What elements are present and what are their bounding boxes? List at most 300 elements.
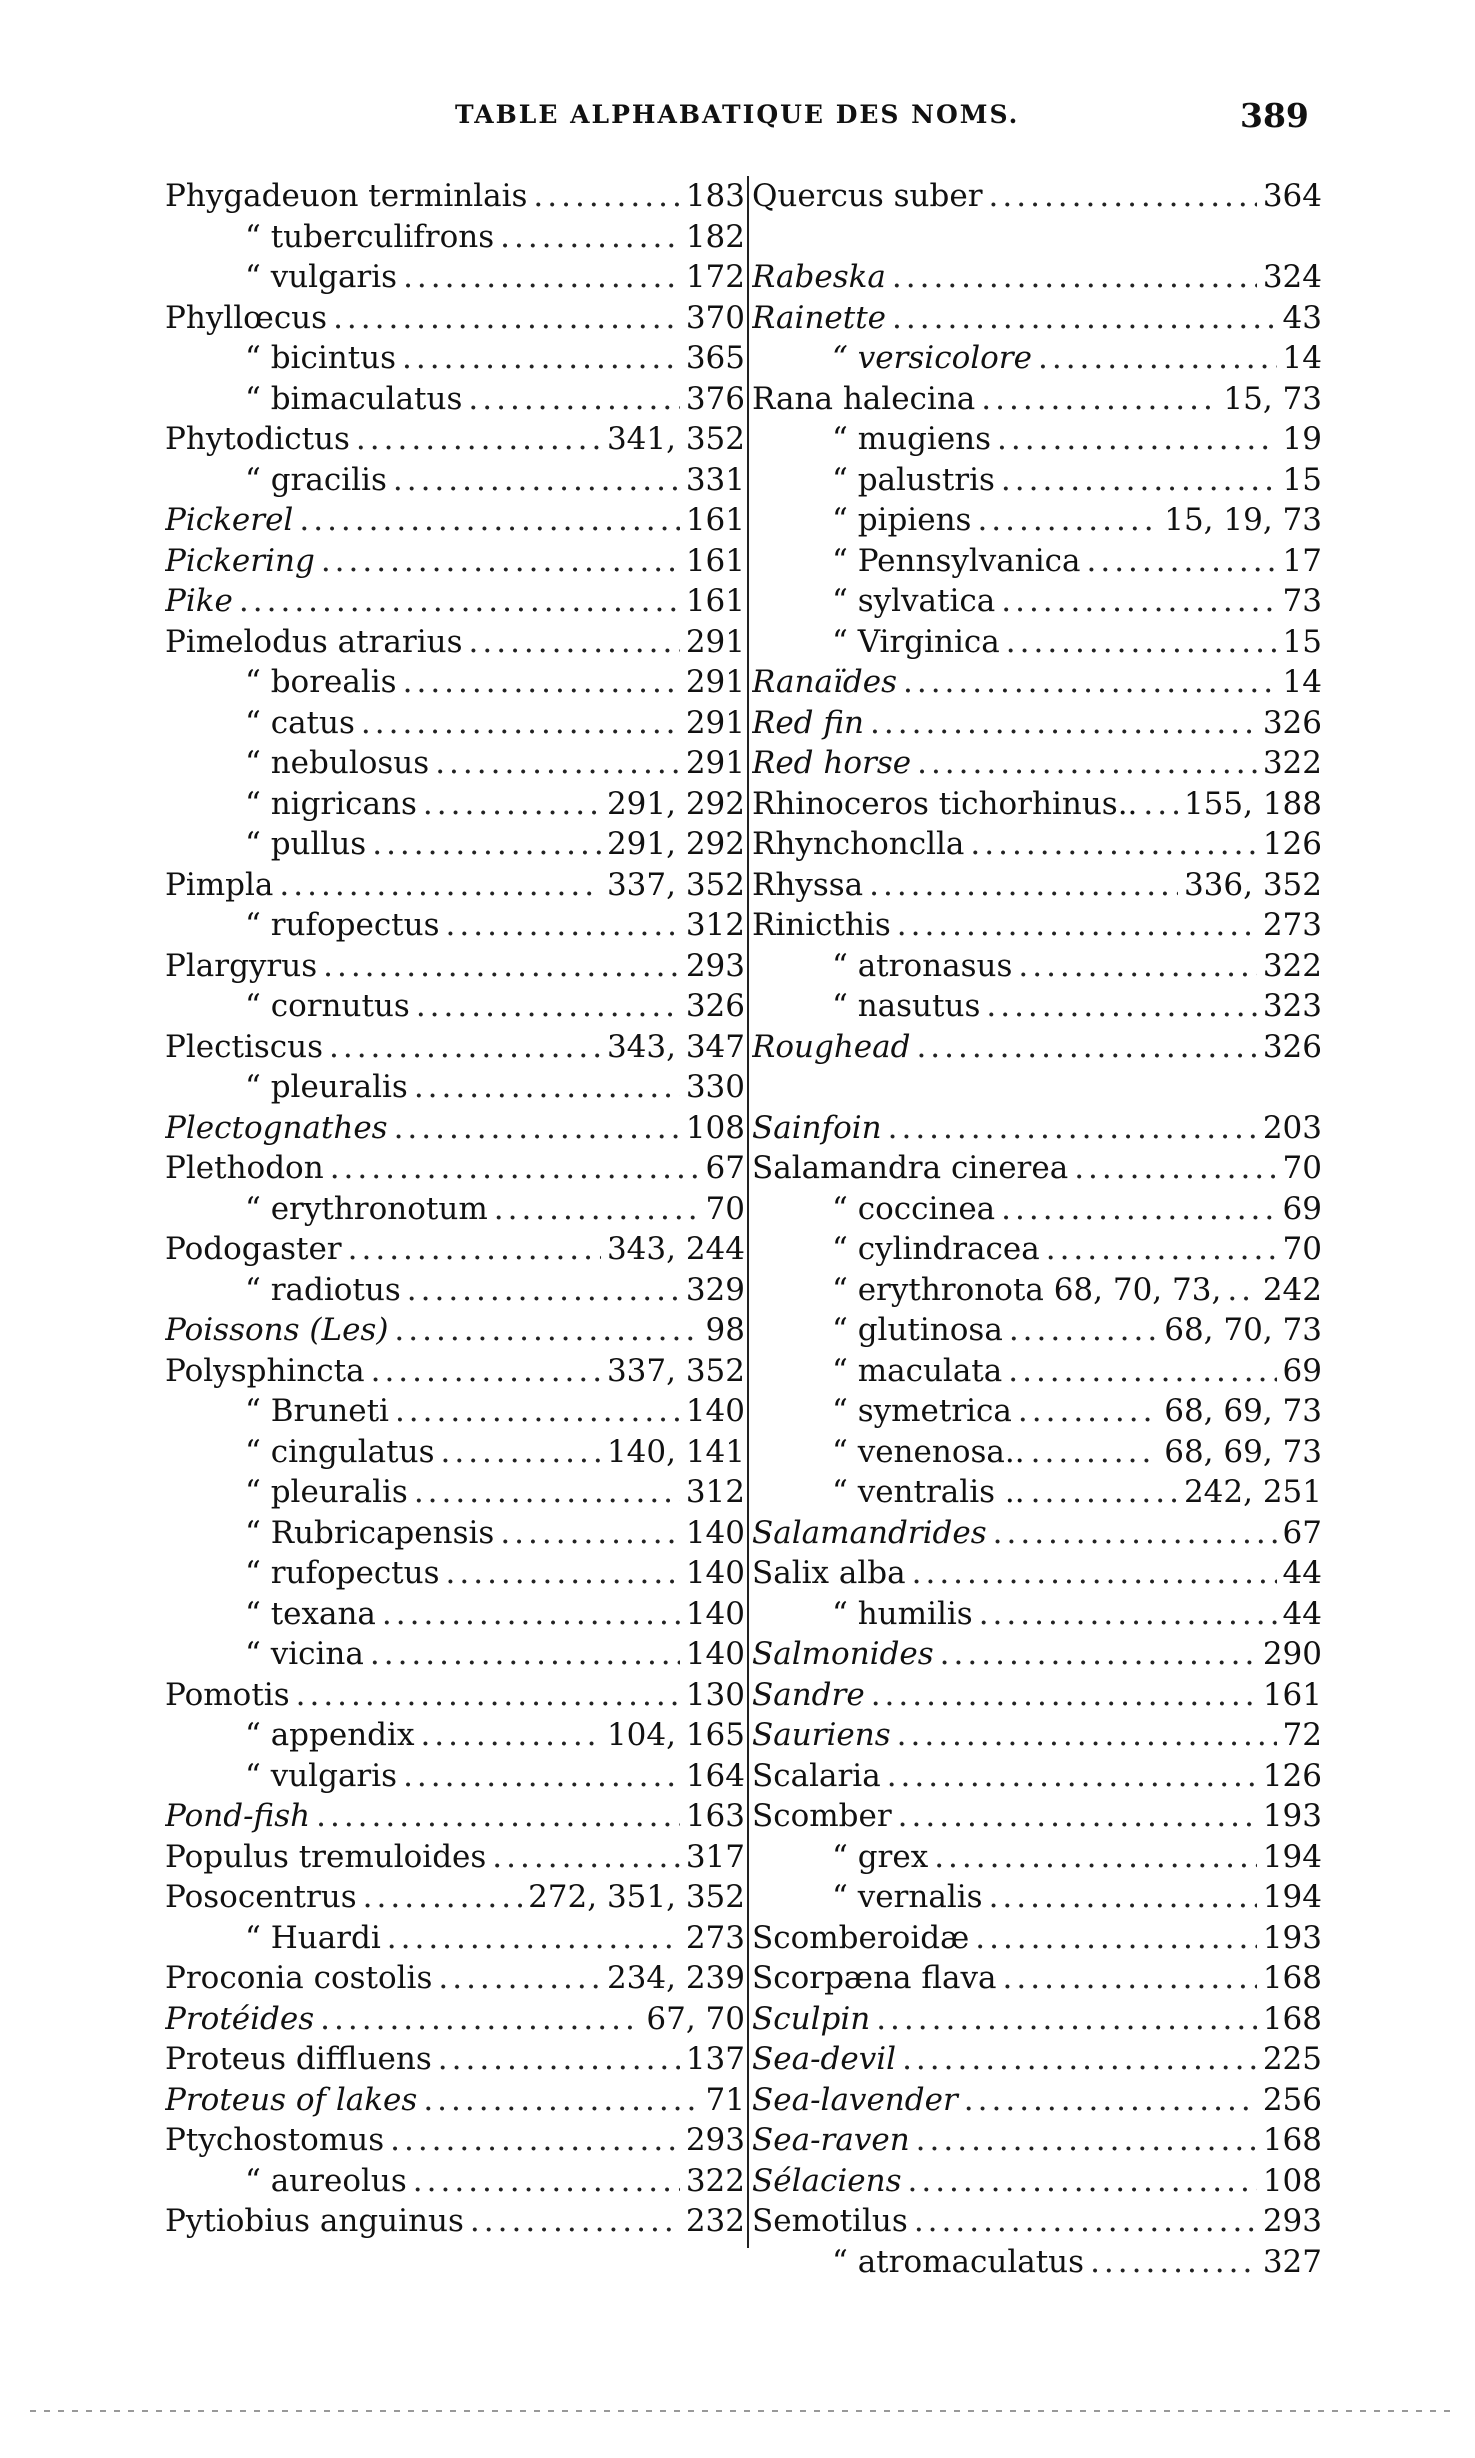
index-entry-pages: 272, 351, 352 [528, 1879, 745, 1915]
index-entry-name: “ borealis [245, 664, 397, 700]
leader-dots [494, 1189, 700, 1230]
index-entry-name: “ Rubricapensis [245, 1514, 495, 1551]
index-entry-name: “ pullus [245, 826, 367, 862]
index-entry [752, 824, 1322, 865]
index-entry [752, 1918, 1322, 1959]
index-entry [752, 905, 1322, 946]
index-entry-name: Rana halecina [752, 380, 976, 417]
index-entry [165, 1270, 745, 1311]
index-entry-name: Poissons (Les) [165, 1312, 389, 1348]
index-entry [752, 1594, 1322, 1635]
leader-dots [897, 1715, 1277, 1756]
leader-dots [914, 2201, 1257, 2242]
index-entry-name: “ radiotus [245, 1271, 401, 1308]
leader-dots [468, 379, 679, 420]
index-entry-pages: 322 [685, 2162, 745, 2199]
index-entry [165, 2120, 745, 2161]
index-entry [752, 1958, 1322, 1999]
leader-dots [1143, 784, 1178, 825]
index-entry-pages: 137 [685, 2041, 745, 2077]
index-entry-pages: 161 [685, 502, 745, 538]
index-column-left [165, 176, 745, 2242]
index-entry [165, 257, 745, 298]
index-entry [752, 1108, 1322, 1149]
index-entry [752, 1472, 1322, 1513]
leader-dots [394, 1108, 680, 1149]
index-entry-name: Scomberoidæ [752, 1919, 970, 1956]
index-entry [752, 2080, 1322, 2121]
index-entry-name: “ humilis [832, 1595, 973, 1632]
index-entry-pages: 140 [685, 1595, 745, 1632]
index-entry-pages: 312 [685, 1474, 745, 1510]
index-entry-pages: 242 [1262, 1271, 1322, 1308]
index-entry-pages: 70 [1282, 1150, 1322, 1186]
index-entry [165, 1675, 745, 1716]
index-entry-name: “ catus [245, 704, 355, 741]
leader-dots [356, 419, 601, 460]
index-entry-pages: 163 [685, 1798, 745, 1834]
index-entry-pages: 168 [1262, 2122, 1322, 2158]
leader-dots [977, 500, 1158, 541]
index-entry-name: Polysphincta [165, 1352, 365, 1389]
index-entry [165, 2039, 745, 2080]
index-entry [752, 1634, 1322, 1675]
index-entry-pages: 140 [685, 1393, 745, 1429]
index-entry-name: “ gracilis [245, 461, 387, 498]
index-entry-pages: 72 [1282, 1717, 1322, 1753]
leader-dots [934, 1837, 1257, 1878]
leader-dots [469, 622, 680, 663]
index-entry-name: “ Huardi [245, 1919, 381, 1956]
index-entry-name: Rhyssa [752, 866, 864, 903]
leader-dots [407, 1270, 680, 1311]
index-entry [752, 946, 1322, 987]
index-entry [752, 298, 1322, 339]
index-entry [165, 176, 745, 217]
index-entry [165, 1432, 745, 1473]
index-entry-pages: 193 [1262, 1798, 1322, 1834]
index-entry [165, 1310, 745, 1351]
leader-dots [299, 500, 679, 541]
index-entry-pages: 71 [705, 2081, 745, 2118]
leader-dots [993, 1513, 1277, 1554]
leader-dots [239, 581, 680, 622]
index-entry [165, 1027, 745, 1068]
index-entry-name: Populus tremuloides [165, 1838, 487, 1875]
leader-dots [440, 1432, 600, 1473]
index-entry-pages: 140 [685, 1555, 745, 1591]
index-entry-name: “ nebulosus [245, 745, 430, 781]
index-entry-pages: 291 [685, 704, 745, 741]
index-entry [165, 1067, 745, 1108]
leader-dots [371, 1351, 601, 1392]
index-entry-pages: 326 [1262, 704, 1322, 741]
index-entry-name: Quercus suber [752, 178, 983, 214]
index-entry [165, 379, 745, 420]
index-entry [752, 1553, 1322, 1594]
leader-dots [869, 865, 1178, 906]
index-entry [165, 500, 745, 541]
leader-dots [316, 1796, 680, 1837]
index-entry-pages: 232 [685, 2203, 745, 2239]
index-entry-pages: 70 [1282, 1231, 1322, 1267]
index-entry-pages: 68, 70, 73 [1164, 1312, 1322, 1348]
index-column-right [752, 176, 1322, 2282]
index-entry-name: “ bicintus [245, 340, 397, 376]
leader-dots [470, 2201, 680, 2242]
leader-dots [1006, 622, 1277, 663]
index-entry [165, 1229, 745, 1270]
leader-dots [395, 1391, 680, 1432]
leader-dots [394, 1310, 699, 1351]
index-entry-pages: 155, 188 [1183, 785, 1322, 822]
index-entry-name: “ vicina [245, 1636, 364, 1672]
index-entry-name: Phygadeuon terminlais [165, 178, 528, 214]
index-entry-name: “ tuberculifrons [245, 218, 495, 255]
index-entry [752, 1756, 1322, 1797]
index-entry-pages: 182 [685, 218, 745, 255]
index-entry [752, 257, 1322, 298]
index-entry [752, 2201, 1322, 2242]
index-entry [752, 703, 1322, 744]
index-entry-pages: 140 [685, 1514, 745, 1551]
index-entry-pages: 193 [1262, 1919, 1322, 1956]
leader-dots [1018, 946, 1256, 987]
index-entry [752, 1715, 1322, 1756]
index-entry-name: Sainfoin [752, 1109, 882, 1146]
index-entry-pages: 104, 165 [606, 1717, 745, 1753]
index-entry-name: “ appendix [245, 1717, 415, 1753]
index-entry-name: “ texana [245, 1595, 376, 1632]
leader-dots [989, 176, 1257, 217]
index-entry [752, 379, 1322, 420]
index-entry [165, 946, 745, 987]
leader-dots [370, 1634, 680, 1675]
leader-dots [1074, 1148, 1276, 1189]
index-entry-name: Salamandrides [752, 1514, 987, 1551]
index-entry-name: Pimelodus atrarius [165, 623, 463, 660]
index-entry-pages: 343, 244 [606, 1231, 745, 1267]
index-entry [165, 703, 745, 744]
leader-dots [414, 1067, 680, 1108]
index-entry-pages: 323 [1262, 988, 1322, 1024]
index-entry-name: Protéides [165, 2000, 315, 2037]
leader-dots [887, 1756, 1257, 1797]
page-number: 389 [1240, 96, 1309, 135]
index-entry-name: Plectognathes [165, 1109, 388, 1146]
leader-dots [1090, 2242, 1257, 2283]
leader-dots [446, 1553, 680, 1594]
index-entry-pages: 234, 239 [606, 1960, 745, 1996]
leader-dots [333, 298, 680, 339]
index-entry-pages: 15 [1282, 623, 1322, 660]
index-entry [752, 1877, 1322, 1918]
index-entry-name: “ coccinea [832, 1190, 996, 1227]
index-entry [165, 541, 745, 582]
leader-dots [916, 2120, 1257, 2161]
index-gap [752, 217, 1322, 258]
leader-dots [323, 946, 680, 987]
index-entry-name: Sélaciens [752, 2162, 902, 2199]
index-entry-name: “ cingulatus [245, 1433, 435, 1470]
index-entry-name: Scorpæna flava [752, 1960, 997, 1996]
leader-dots [986, 986, 1256, 1027]
leader-dots [1001, 1189, 1276, 1230]
index-entry-pages: 44 [1282, 1555, 1322, 1591]
leader-dots [997, 419, 1277, 460]
index-entry [165, 1796, 745, 1837]
index-entry-pages: 161 [1262, 1676, 1322, 1713]
index-entry [165, 419, 745, 460]
index-entry-pages: 140 [685, 1636, 745, 1672]
index-entry-name: “ nasutus [832, 988, 981, 1024]
index-entry [165, 986, 745, 1027]
running-title: TABLE ALPHABATIQUE DES NOMS. [455, 100, 1020, 129]
index-entry [752, 1675, 1322, 1716]
index-entry-pages: 67 [1282, 1514, 1322, 1551]
index-entry [752, 1796, 1322, 1837]
index-entry-pages: 164 [685, 1757, 745, 1794]
index-entry [165, 460, 745, 501]
index-entry-name: Ptychostomus [165, 2122, 385, 2158]
index-entry-name: Plethodon [165, 1150, 324, 1186]
index-entry-name: Phyllœcus [165, 299, 328, 336]
index-entry-pages: 15, 19, 73 [1164, 502, 1322, 538]
index-entry-name: “ palustris [832, 461, 995, 498]
index-entry [752, 1837, 1322, 1878]
index-entry-pages: 43 [1282, 299, 1322, 336]
index-entry-pages: 14 [1282, 340, 1322, 376]
leader-dots [403, 257, 680, 298]
index-entry-pages: 69 [1282, 1190, 1322, 1227]
leader-dots [903, 662, 1277, 703]
index-entry-pages: 194 [1262, 1838, 1322, 1875]
index-entry [752, 338, 1322, 379]
index-entry-pages: 17 [1282, 542, 1322, 579]
index-entry-name: Scomber [752, 1798, 892, 1834]
index-entry-name: Sauriens [752, 1717, 891, 1753]
index-entry-name: Podogaster [165, 1231, 342, 1267]
leader-dots [420, 1715, 601, 1756]
leader-dots [916, 1027, 1256, 1068]
leader-dots [1003, 1958, 1257, 1999]
index-entry [165, 1999, 745, 2040]
index-entry-name: Rainette [752, 299, 887, 336]
leader-dots [403, 1756, 680, 1797]
leader-dots [363, 1877, 522, 1918]
index-entry [165, 1391, 745, 1432]
leader-dots [413, 2161, 680, 2202]
index-entry-name: Rhinoceros tichorhinus.. [752, 785, 1138, 822]
index-entry-pages: 19 [1282, 421, 1322, 457]
index-entry [165, 622, 745, 663]
leader-dots [871, 1675, 1257, 1716]
index-entry-pages: 337, 352 [606, 866, 745, 903]
index-entry-pages: 194 [1262, 1879, 1322, 1915]
index-entry-name: “ aureolus [245, 2162, 407, 2199]
index-entry-name: “ Bruneti [245, 1393, 389, 1429]
index-entry-pages: 293 [685, 2122, 745, 2158]
index-entry-name: Sculpin [752, 2000, 871, 2037]
leader-dots [1087, 541, 1277, 582]
index-entry-pages: 172 [685, 259, 745, 295]
leader-dots [382, 1594, 680, 1635]
index-entry-name: “ venenosa.. [832, 1433, 1025, 1470]
leader-dots [348, 1229, 601, 1270]
index-entry [165, 298, 745, 339]
index-entry-pages: 337, 352 [606, 1352, 745, 1389]
index-entry-pages: 291 [685, 623, 745, 660]
index-entry [752, 419, 1322, 460]
leader-dots [1046, 1229, 1277, 1270]
index-entry-name: “ mugiens [832, 421, 992, 457]
leader-dots [979, 1594, 1277, 1635]
leader-dots [387, 1918, 680, 1959]
leader-dots [435, 743, 680, 784]
index-entry-name: “ versicolore [832, 340, 1032, 376]
index-entry-name: “ cornutus [245, 988, 410, 1024]
index-entry-pages: 293 [685, 947, 745, 984]
leader-dots [321, 541, 680, 582]
index-entry-name: “ rufopectus [245, 907, 440, 943]
index-entry-pages: 341, 352 [606, 421, 745, 457]
index-entry-name: Pike [165, 583, 233, 619]
index-entry-name: Salmonides [752, 1636, 934, 1672]
leader-dots [912, 1553, 1277, 1594]
index-entry [165, 1472, 745, 1513]
index-entry-name: “ vulgaris [245, 1757, 398, 1794]
leader-dots [907, 2161, 1256, 2202]
index-entry-pages: 291, 292 [606, 785, 745, 822]
index-entry [165, 338, 745, 379]
index-entry-name: “ glutinosa [832, 1312, 1003, 1348]
index-entry-pages: 273 [685, 1919, 745, 1956]
index-entry-pages: 126 [1262, 826, 1322, 862]
index-entry-name: Phytodictus [165, 421, 350, 457]
leader-dots [361, 703, 680, 744]
index-entry [752, 743, 1322, 784]
index-entry-name: Pimpla [165, 866, 274, 903]
index-entry-pages: 324 [1262, 259, 1322, 295]
index-entry-pages: 130 [685, 1676, 745, 1713]
index-entry [165, 1553, 745, 1594]
index-entry-name: “ Pennsylvanica [832, 542, 1081, 579]
leader-dots [897, 905, 1257, 946]
leader-dots [372, 824, 601, 865]
index-entry-name: “ grex [832, 1838, 929, 1875]
leader-dots [940, 1634, 1257, 1675]
leader-dots [964, 2080, 1257, 2121]
index-entry-pages: 98 [705, 1312, 745, 1348]
index-entry [752, 1351, 1322, 1392]
index-entry-name: Posocentrus [165, 1879, 357, 1915]
index-entry [165, 581, 745, 622]
index-entry [165, 1918, 745, 1959]
leader-dots [1001, 581, 1276, 622]
leader-dots [438, 1958, 601, 1999]
leader-dots [1031, 1432, 1159, 1473]
index-entry-pages: 73 [1282, 583, 1322, 619]
index-entry-name: “ erythronotum [245, 1190, 488, 1227]
index-entry [165, 1148, 745, 1189]
index-entry-pages: 317 [685, 1838, 745, 1875]
leader-dots [500, 1513, 680, 1554]
leader-dots [970, 824, 1256, 865]
index-entry-name: Pickerel [165, 502, 294, 538]
index-entry [165, 905, 745, 946]
index-entry-name: Pond-fish [165, 1798, 311, 1834]
index-entry-name: “ pipiens [832, 502, 972, 538]
leader-dots [393, 460, 680, 501]
leader-dots [1031, 1472, 1178, 1513]
index-gap [752, 1067, 1322, 1108]
index-entry-pages: 168 [1262, 1960, 1322, 1996]
leader-dots [438, 2039, 680, 2080]
index-entry-name: “ bimaculatus [245, 380, 463, 417]
index-entry-pages: 67 [705, 1150, 745, 1186]
index-entry-pages: 69 [1282, 1352, 1322, 1389]
index-entry-pages: 15, 73 [1223, 380, 1322, 417]
index-entry-name: “ sylvatica [832, 583, 996, 619]
leader-dots [902, 2039, 1257, 2080]
index-entry-pages: 376 [685, 380, 745, 417]
index-entry-name: Pytiobius anguinus [165, 2203, 464, 2239]
index-entry-pages: 183 [685, 178, 745, 214]
index-entry-pages: 68, 69, 73 [1164, 1393, 1322, 1429]
index-entry-name: “ ventralis .. [832, 1474, 1025, 1510]
index-entry-name: Rabeska [752, 259, 886, 295]
leader-dots [892, 257, 1257, 298]
column-divider [747, 176, 749, 2248]
index-entry-name: Pomotis [165, 1676, 290, 1713]
leader-dots [320, 1999, 640, 2040]
index-entry [165, 1513, 745, 1554]
index-entry [752, 1310, 1322, 1351]
index-entry [752, 784, 1322, 825]
leader-dots [1018, 1391, 1158, 1432]
index-entry [752, 1027, 1322, 1068]
leader-dots [329, 1027, 601, 1068]
index-entry-name: Ranaïdes [752, 664, 897, 700]
index-entry-name: “ cylindracea [832, 1231, 1040, 1267]
index-entry [165, 1189, 745, 1230]
index-entry-name: “ maculata [832, 1352, 1003, 1389]
index-entry [165, 1594, 745, 1635]
leader-dots [888, 1108, 1257, 1149]
index-entry-pages: 291 [685, 745, 745, 781]
index-entry-pages: 161 [685, 583, 745, 619]
index-entry-pages: 330 [685, 1069, 745, 1105]
index-entry-pages: 70 [705, 1190, 745, 1227]
leader-dots [492, 1837, 680, 1878]
index-entry [165, 2161, 745, 2202]
index-entry [752, 500, 1322, 541]
index-entry [752, 460, 1322, 501]
leader-dots [876, 1999, 1257, 2040]
index-entry-pages: 329 [685, 1271, 745, 1308]
index-entry [752, 581, 1322, 622]
index-entry-name: Plectiscus [165, 1028, 323, 1065]
index-entry-pages: 364 [1262, 178, 1322, 214]
index-entry [165, 1877, 745, 1918]
index-entry-name: Rinicthis [752, 907, 891, 943]
index-entry-name: Proconia costolis [165, 1960, 433, 1996]
index-entry-name: Pickering [165, 542, 315, 579]
index-entry [752, 1229, 1322, 1270]
index-entry [165, 1715, 745, 1756]
index-entry [165, 1837, 745, 1878]
index-entry-pages: 108 [685, 1109, 745, 1146]
